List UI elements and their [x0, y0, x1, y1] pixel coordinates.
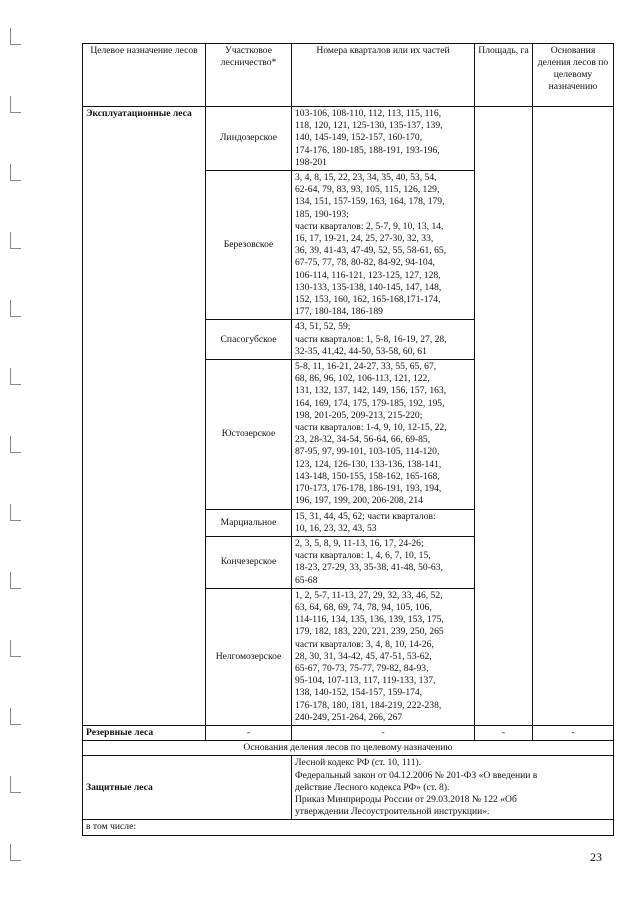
basis-line: Лесной кодекс РФ (ст. 10, 111). — [295, 757, 422, 769]
reserve-district: - — [206, 725, 292, 740]
header-basis: Основания деления лесов по целевому назначению — [533, 44, 614, 107]
quarter-line: 43, 51, 52, 59; — [295, 321, 351, 333]
basis-heading: Основания деления лесов по целевому назначению — [83, 741, 614, 756]
table-row — [83, 107, 614, 171]
binder-mark — [10, 232, 21, 249]
quarter-line: части кварталов: 2, 5-7, 9, 10, 13, 14, — [295, 220, 444, 232]
quarter-line: 164, 169, 174, 175, 179-185, 192, 195, — [295, 397, 445, 409]
quarter-numbers — [292, 360, 475, 509]
quarter-line: 32-35, 41,42, 44-50, 53-58, 60, 61 — [295, 345, 427, 357]
header-quarters: Номера кварталов или их частей — [292, 44, 475, 107]
quarter-line: 18-23, 27-29, 33, 35-38, 41-48, 50-63, — [295, 562, 443, 574]
quarter-line: 174-176, 180-185, 188-191, 193-196, — [295, 144, 440, 156]
binder-mark — [10, 844, 21, 861]
category-reserve: Резервные леса — [83, 725, 206, 740]
reserve-basis: - — [533, 725, 614, 740]
quarter-line: 65-68 — [295, 574, 318, 586]
page-number: 23 — [590, 850, 602, 864]
quarter-line: 114-116, 134, 135, 136, 139, 153, 175, — [295, 614, 444, 626]
district-name: Спасогубское — [206, 320, 292, 360]
district-name: Кончезерское — [206, 536, 292, 588]
quarter-line: 103-106, 108-110, 112, 113, 115, 116, — [295, 108, 442, 119]
binder-margin — [8, 28, 22, 888]
binder-mark — [10, 640, 21, 657]
binder-mark — [10, 164, 21, 181]
quarter-line: 95-104, 107-113, 117, 119-133, 137, — [295, 675, 436, 687]
basis-line: Федеральный закон от 04.12.2006 № 201-ФЗ «О введении в — [295, 769, 538, 781]
quarter-line: 36, 39, 41-43, 47-49, 52, 55, 58-61, 65, — [295, 245, 447, 257]
quarter-line: 134, 151, 157-159, 163, 164, 178, 179, — [295, 196, 445, 208]
quarter-line: 123, 124, 126-130, 133-136, 138-141, — [295, 458, 442, 470]
binder-mark — [10, 96, 21, 113]
quarter-line: 140, 145-149, 152-157, 160-170, — [295, 132, 423, 144]
quarter-line: 131, 132, 137, 142, 149, 156, 157, 163, — [295, 385, 447, 397]
quarter-line: 3, 4, 8, 15, 22, 23, 34, 35, 40, 53, 54, — [295, 172, 437, 184]
quarter-line: 67-75, 77, 78, 80-82, 84-92, 94-104, — [295, 257, 435, 269]
quarter-line: 10, 16, 23, 32, 43, 53 — [295, 522, 377, 534]
quarter-line: 152, 153, 160, 162, 165-168,171-174, — [295, 294, 441, 306]
quarter-line: 2, 3, 5, 8, 9, 11-13, 16, 17, 24-26; — [295, 537, 424, 549]
quarter-line: 198-201 — [295, 156, 327, 168]
quarter-line: 196, 197, 199, 200, 206-208, 214 — [295, 495, 423, 507]
quarter-line: 106-114, 116-121, 123-125, 127, 128, — [295, 269, 441, 281]
binder-mark — [10, 300, 21, 317]
binder-mark — [10, 776, 21, 793]
quarter-line: 185, 190-193; — [295, 208, 349, 220]
reserve-area: - — [475, 725, 533, 740]
quarter-numbers — [292, 509, 475, 536]
quarter-line: 179, 182, 183, 220, 221, 239, 250, 265 — [295, 626, 444, 638]
quarter-line: 68, 86, 96, 102, 106-113, 121, 122, — [295, 373, 430, 385]
district-name: Нелгомозерское — [206, 588, 292, 725]
including-label: в том числе: — [83, 820, 614, 835]
quarter-line: 138, 140-152, 154-157, 159-174, — [295, 687, 423, 699]
quarter-line: 240-249, 251-264, 266, 267 — [295, 711, 403, 723]
including-row — [83, 820, 614, 835]
area-cell — [475, 107, 533, 726]
binder-mark — [10, 28, 21, 45]
quarter-line: 176-178, 180, 181, 184-219, 222-238, — [295, 699, 442, 711]
quarter-line: части кварталов: 3, 4, 8, 10, 14-26, — [295, 638, 434, 650]
quarter-numbers — [292, 171, 475, 320]
forest-division-table — [82, 43, 614, 836]
basis-line: Приказ Минприроды России от 29.03.2018 № 122 «Об — [295, 793, 517, 805]
protective-row — [83, 756, 614, 820]
quarter-line: 130-133, 135-138, 140-145, 147, 148, — [295, 281, 442, 293]
quarter-line: части кварталов: 1, 4, 6, 7, 10, 15, — [295, 550, 431, 562]
quarter-line: 143-148, 150-155, 158-162, 165-168, — [295, 470, 440, 482]
quarter-line: 118, 120, 121, 125-130, 135-137, 139, — [295, 120, 443, 132]
basis-heading-row — [83, 741, 614, 756]
quarter-line: 16, 17, 19-21, 24, 25, 27-30, 32, 33, — [295, 233, 434, 245]
basis-line: действие Лесного кодекса РФ» (ст. 8). — [295, 781, 450, 793]
district-name: Березовское — [206, 171, 292, 320]
binder-mark — [10, 708, 21, 725]
quarter-line: 177, 180-184, 186-189 — [295, 306, 383, 318]
header-area: Площадь, га — [475, 44, 533, 107]
header-row — [83, 44, 614, 107]
binder-mark — [10, 572, 21, 589]
quarter-numbers — [292, 320, 475, 360]
quarter-line: 87-95, 97, 99-101, 103-105, 114-120, — [295, 446, 440, 458]
basis-cell — [533, 107, 614, 726]
quarter-line: 15, 31, 44, 45, 62; части кварталов: — [295, 510, 436, 522]
basis-line: утверждении Лесоустроительной инструкции». — [295, 806, 490, 818]
quarter-line: 170-173, 176-178, 186-191, 193, 194, — [295, 483, 442, 495]
header-district: Участковое лесничество* — [206, 44, 292, 107]
header-purpose: Целевое назначение лесов — [83, 44, 206, 107]
quarter-line: части кварталов: 1-4, 9, 10, 12-15, 22, — [295, 422, 447, 434]
quarter-line: 63, 64, 68, 69, 74, 78, 94, 105, 106, — [295, 601, 432, 613]
quarter-line: 5-8, 11, 16-21, 24-27, 33, 55, 65, 67, — [295, 361, 437, 373]
binder-mark — [10, 436, 21, 453]
quarter-numbers — [292, 536, 475, 588]
district-name: Линдозерское — [206, 107, 292, 171]
quarter-line: 28, 30, 31, 34-42, 45, 47-51, 53-62, — [295, 650, 432, 662]
district-name: Марциальное — [206, 509, 292, 536]
quarter-line: части кварталов: 1, 5-8, 16-19, 27, 28, — [295, 333, 447, 345]
binder-mark — [10, 504, 21, 521]
quarter-numbers — [292, 107, 475, 171]
category-protective: Защитные леса — [83, 756, 292, 820]
quarter-line: 23, 28-32, 34-54, 56-64, 66, 69-85, — [295, 434, 431, 446]
district-name: Юстозерское — [206, 360, 292, 509]
protective-basis — [292, 756, 614, 820]
category-exploitation: Эксплуатационные леса — [83, 107, 206, 726]
quarter-numbers — [292, 588, 475, 725]
quarter-line: 62-64, 79, 83, 93, 105, 115, 126, 129, — [295, 184, 440, 196]
quarter-line: 198, 201-205, 209-213, 215-220; — [295, 409, 423, 421]
binder-mark — [10, 368, 21, 385]
reserve-row — [83, 725, 614, 740]
quarter-line: 1, 2, 5-7, 11-13, 27, 29, 32, 33, 46, 52, — [295, 589, 443, 601]
reserve-quarters: - — [292, 725, 475, 740]
quarter-line: 65-67, 70-73, 75-77, 79-82, 84-93, — [295, 662, 429, 674]
